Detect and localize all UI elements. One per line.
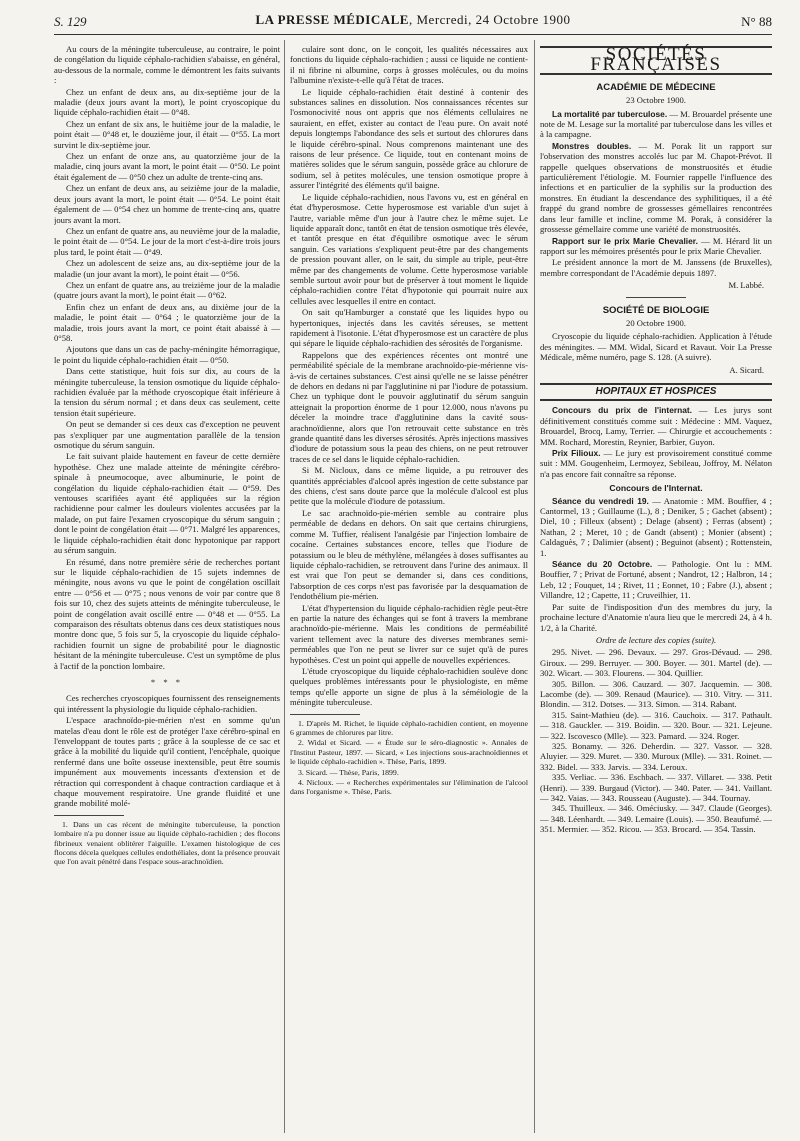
ordre-list (540, 647, 772, 834)
paragraph: Chez un enfant de onze ans, au quatorzième jour de la maladie, cinq jours avant la mort, le point était — 0°50. Le point était également de — 0°50 chez un adulte de trente-cinq ans. (54, 151, 280, 182)
paragraph: Dans cette statistique, huit fois sur dix, au cours de la méningite tuberculeuse, la tension osmotique du liquide céphalo-rachidien évaluée par la méthode cryoscopique était inférieure à la tension du sérum normal ; et dans deux cas seulement, cette tension était supérieure. (54, 366, 280, 418)
signature: M. Labbé. (728, 280, 764, 291)
column-middle (290, 44, 528, 1134)
column-left (54, 44, 280, 1134)
paragraph: Enfin chez un enfant de deux ans, au dixième jour de la maladie, le point était — 0°64 ; le quatorzième jour de la maladie, trois jours avant la mort, ce point était abaissé à — 0°58. (54, 301, 280, 343)
article-body-a (54, 44, 280, 671)
list-item: 345. Thuilleux. — 346. Oméciusky. — 347. Claude (Georges). — 348. Léenhardt. — 349. Lemaire (Louis). — 350. Beaufumé. — 351. Mermier. — 352. Ricou. — 353. Brocard. — 354. Tassin. (540, 803, 772, 835)
internat-title: Concours de l'Internat. (609, 483, 703, 494)
paragraph: Chez un enfant de six ans, le huitième jour de la maladie, le point était — 0°48 et, le douzième jour, il était — 0°55. La mort survint le dix-septième jour. (54, 118, 280, 150)
paragraph: culaire sont donc, on le conçoit, les qualités nécessaires aux fonctions du liquide céphalo-rachidien ; aussi ce liquide ne contient-il ni fibrine ni albumine, corps à grosses molécules, ou du moins l'albumine n'existe-t-elle qu'à l'état de traces. (290, 44, 528, 86)
lead-phrase: Concours du prix de l'internat. (552, 405, 692, 416)
paragraph: Chez un enfant de quatre ans, au neuvième jour de la maladie, le point était de — 0°54. Le jour de la mort c'est-à-dire trois jours plus tard, le point était — 0°49. (54, 225, 280, 257)
paragraph: L'espace arachnoïdo-pie-mérien n'est en somme qu'un matelas d'eau dont le rôle est de protéger l'axe cérébro-spinal en l'enveloppant de toutes parts ; grâce à la souplesse de ce sac et grâce à la mobilité du liquide qu'il contient, l'encéphale, quoique renfermé dans une boîte osseuse inextensible, peut être soumis impunément aux mouvements incessants d'extension et de rétraction qui correspondent à chaque contraction cardiaque et à chaque mouvement respiratoire. Une grande fluidité et une grande mobilité molé- (54, 715, 280, 809)
paragraph: L'étude cryoscopique du liquide céphalo-rachidien soulève donc quelques problèmes intéressants pour le physiologiste, en même temps qu'elle apporte un signe de plus à la séméiologie de la méningite tuberculeuse. (290, 665, 528, 708)
footnote: 2. Widal et Sicard. — « Étude sur le séro-diagnostic ». Annales de l'Institut Pasteur, 1897. — Sicard, « Les injections sous-arachnoïdiennes et le liquide céphalo-rachidien ». Thèse, Paris, 1899. (290, 738, 528, 767)
paragraph: Le liquide céphalo-rachidien, nous l'avons vu, est en général en état d'hyperosmose. Cette hyperosmose est variable d'un sujet à l'autre, variable même d'un jour à l'autre chez le même sujet. Le liquide apparaît donc, tantôt en état de tension osmotique très élevée, et tantôt presque en état d'équilibre osmotique avec le sérum sanguin. Ces variations s'expliquent peut-être par des changements de pression pouvant aller, on le sait, du simple au triple, peut-être même par des changements de volume. Cette hyperosmose variable semble surtout avoir pour but de préserver à tout moment le liquide céphalo-rachidien contre l'état d'hypotonie qui pourrait nuire aux cellules avec lesquelles il entre en contact. (290, 191, 528, 306)
paragraph: L'état d'hypertension du liquide céphalo-rachidien règle peut-être en partie la nature des échanges qui se font à travers la membrane arachnoïdo-pie-mérienne. Mais les conditions de perméabilité varient tellement avec la nature des diverses membranes semi-perméables que l'on ne peut se livrer sur ce sujet qu'à de pures hypothèses. C'est un point qui appelle de nouvelles expériences. (290, 602, 528, 665)
signature: A. Sicard. (729, 364, 764, 375)
column-divider-1 (284, 40, 285, 1133)
paragraph: Ajoutons que dans un cas de pachy-méningite hémorragique, le point du liquide céphalo-rachidien était — 0°50. (54, 344, 280, 365)
issue-number: N° 88 (741, 14, 772, 29)
issue-date: , Mercredi, 24 Octobre 1900 (408, 12, 571, 27)
paragraph: Le président annonce la mort de M. Janssens (de Bruxelles), membre correspondant de l'Académie depuis 1897. (540, 257, 772, 278)
footnote: 1. D'après M. Richet, le liquide céphalo-rachidien contient, en moyenne 6 grammes de chlorures par litre. (290, 718, 528, 737)
paragraph: Rapport sur le prix Marie Chevalier. — M. Hérard lit un rapport sur les mémoires présentés pour le prix Marie Chevalier. (540, 235, 772, 256)
paragraph: Ces recherches cryoscopiques fournissent des renseignements qui intéressent la physiologie du liquide céphalo-rachidien. (54, 693, 280, 714)
lead-phrase: La mortalité par tuberculose. (552, 108, 668, 119)
hopitaux-title: HOPITAUX ET HOSPICES (540, 383, 772, 401)
biologie-date: 20 Octobre 1900. (626, 317, 686, 328)
lead-phrase: Séance du vendredi 19. (552, 495, 649, 506)
lead-phrase: Séance du 20 Octobre. (552, 559, 653, 570)
paragraph: Le liquide céphalo-rachidien était destiné à contenir des substances salines en dissolution. Nos connaissances récentes sur l'osmonocivité nous ont appris que nos éléments cellulaires ne sauraient, en effet, exister au contact de l'eau pure. On avait noté depuis longtemps l'abondance des sels et surtout des chlorures dans le liquide cérébro-spinal. Nous comprenons maintenant une des raisons de leur présence. Ce liquide, tout en contenant moins de matières solides que le sérum sanguin, possède grâce au chlorure de sodium, sel à petites molécules, une tension osmotique propre à assurer l'intégrité des éléments qu'il baigne. (290, 86, 528, 191)
paragraph: Le sac arachnoïdo-pie-mérien semble au contraire plus perméable de dedans en dehors. On sait que certains chirurgiens, comme M. Tuffier, réalisent l'analgésie par l'injection lombaire de cocaïne. Certaines substances encore, telles que l'iodure de potassium ou le bleu de méthylène, mélangées à doses suffisantes au liquide céphalo-rachidien, se retrouvent dans l'urine des animaux. Il est vrai que l'on peut se demander si, dans ces conditions, l'absorption de ces corps n'est pas favorisée par la desquamation de l'endothélium pie-mérien. (290, 507, 528, 602)
academie-date: 23 Octobre 1900. (626, 95, 686, 106)
paragraph: Prix Filioux. — Le jury est provisoirement constitué comme suit : MM. Gougenheim, Lermoyez, Sebileau, Joffroy, M. Nélaton n'a pas encore fait connaître sa réponse. (540, 448, 772, 479)
lead-phrase: Rapport sur le prix Marie Chevalier. (552, 235, 698, 246)
paragraph: Au cours de la méningite tuberculeuse, au contraire, le point de congélation du liquide céphalo-rachidien s'abaisse, en général, au-dessous de la normale, comme le démontrent les faits suivants : (54, 44, 280, 86)
footnotes (290, 719, 528, 797)
paragraph: Chez un enfant de quatre ans, au treizième jour de la maladie (quatre jours avant la mort), le point était — 0°62. (54, 279, 280, 301)
footnote-rule (54, 815, 124, 816)
academie-title: ACADÉMIE DE MÉDECINE (596, 81, 716, 93)
list-item: 305. Billon. — 306. Cauzard. — 307. Jacquemin. — 308. Lacombe (de). — 309. Renaud (Maurice). — 310. Vitry. — 311. Blondin. — 312. Dotses. — 313. Simon. — 314. Rabant. (540, 678, 772, 710)
paragraph: La mortalité par tuberculose. — M. Brouardel présente une note de M. Lesage sur la mortalité par tuberculose dans les villes et à la campagne. (540, 108, 772, 140)
section-title: SOCIÉTÉS FRANÇAISES (540, 46, 772, 75)
lead-phrase: Prix Filioux. (552, 448, 601, 458)
column-right (540, 44, 772, 1134)
list-item: 325. Bonamy. — 326. Deherdin. — 327. Vassor. — 328. Aluyier. — 329. Muret. — 330. Muroux (Mlle). — 331. Roinet. — 332. Bidel. — 333. Jarvis. — 334. Leroux. (540, 740, 772, 772)
paragraph: Le fait suivant plaide hautement en faveur de cette dernière hypothèse. Chez une malade atteinte de méningite cérébro-spinale à pneumocoque, avec albuminurie, le point de congélation du liquide céphalo-rachidien était — 0°59. Des ventouses scarifiées ayant été appliquées sur la région rachidienne pour calmer les douleurs violentes accusées par la malade, on put faire l'examen cryoscopique du sérum sanguin ; dont le point de congélation était — 0°71. Malgré les apparences, le liquide céphalo-rachidien était donc hypotonique par rapport au sérum sanguin. (54, 451, 280, 556)
column-divider-2 (534, 40, 535, 1133)
ordre-title: Ordre de lecture des copies (suite). (595, 634, 717, 645)
paragraph: Chez un enfant de deux ans, au seizième jour de la maladie, deux jours avant la mort, le point était — 0°54. Le point était également de — 0°54 chez un homme de trente-cinq ans, quatre jours avant la mort. (54, 183, 280, 225)
paragraph: Si M. Nicloux, dans ce même liquide, a pu retrouver des quantités appréciables d'alcool après ingestion de cette substance par des chiens, c'est sans doute parce que la molécule d'alcool est plus petite que la molécule d'iodure de potassium. (290, 465, 528, 507)
footnote: 4. Nicloux. — « Recherches expérimentales sur l'élimination de l'alcool dans l'organisme ». Thèse, Paris. (290, 778, 528, 797)
paragraph: En résumé, dans notre première série de recherches portant sur le liquide céphalo-rachidien de 15 sujets indemnes de méningite, nous avons vu que le point de congélation oscillait entre — 0°56 et — 0°75 ; nous venons de voir par contre que 8 fois sur 10, chez des sujets atteints de méningite tuberculeuse, le point de congélation avait oscillé entre — 0°48 et — 0°55. La comparaison des résultats obtenus dans ces deux statistiques nous montre donc que, 5 fois sur 5, la cryoscopie du liquide céphalo-rachidien fournit un signe de probabilité pour le diagnostic hésitant de la méningite tuberculeuse. C'est un symptôme de plus à l'actif de la ponction lombaire. (54, 556, 280, 671)
journal-name: LA PRESSE MÉDICALE (255, 12, 409, 27)
paragraph: Séance du 20 Octobre. — Pathologie. Ont lu : MM. Bouffier, 7 ; Privat de Fortuné, absent ; Nandrot, 12 ; Halbron, 14 ; Leb, 12 ; Fouquet, 14 ; Rivet, 11 ; Eonnet, 10 ; Fabre (J.), absent ; Villandre, 12 ; Capette, 11 ; Cruveilhier, 11. (540, 559, 772, 601)
section-stars: * * * (150, 676, 184, 687)
header-rule (54, 34, 772, 35)
footnote: 1. Dans un cas récent de méningite tuberculeuse, la ponction lombaire n'a pu donner issue au liquide céphalo-rachidien ; des flocons fibrineux venaient oblitérer l'aiguille. L'examen histologique de ces flocons décela quelques cellules endothéliales, dont la présence prouvait que l'on avait pénétré dans l'espace sous-arachnoïdien. (54, 819, 280, 867)
biologie-title: SOCIÉTÉ DE BIOLOGIE (602, 304, 710, 316)
list-item: 315. Saint-Mathieu (de). — 316. Cauchoix. — 317. Pathault. — 318. Gauckler. — 319. Boidin. — 320. Bour. — 321. Lejeune. — 322. Iscovesco (Mlle). — 323. Pamard. — 324. Roger. (540, 709, 772, 741)
paragraph: Séance du vendredi 19. — Anatomie : MM. Bouffier, 4 ; Cantormel, 13 ; Guillaume (L.), 8 ; Deniker, 5 ; Gachet (absent) ; Diel, 10 ; Filleux (absent) ; Delage (absent) ; Ferras (absent) ; Nathan, 2 ; Meret, 10 ; de Gandt (absent) ; Monier (absent) ; Caldaguès, 7 ; Dalimier (absent) ; Beguinot (absent) ; Rottenstein, 1. (540, 495, 772, 558)
list-item: 295. Nivet. — 296. Devaux. — 297. Gros-Dévaud. — 298. Giroux. — 299. Berruyer. — 300. Boyer. — 301. Martel (de). — 302. Wicart. — 303. Flourens. — 304. Quillier. (540, 647, 772, 679)
paragraph: Cryoscopie du liquide céphalo-rachidien. Application à l'étude des méningites. — MM. Widal, Sicard et Ravaut. Voir La Presse Médicale, même numéro, page S. 128. (A suivre). (540, 331, 772, 363)
footnotes (54, 820, 280, 867)
journal-title (54, 12, 772, 28)
masthead (54, 12, 772, 32)
paragraph: Chez un enfant de deux ans, au dix-septième jour de la maladie (deux jours avant la mort), le point cryoscopique du liquide céphalo-rachidien était — 0°48. (54, 86, 280, 118)
paragraph: Par suite de l'indisposition d'un des membres du jury, la prochaine lecture d'Anatomie n'aura lieu que le mercredi 24, à 4 h. 1/2, à la Charité. (540, 601, 772, 633)
list-item: 335. Verliac. — 336. Eschbach. — 337. Villaret. — 338. Petit (Henri). — 339. Burgaud (Victor). — 340. Pater. — 341. Vaillant. — 342. Vaias. — 343. Rousseau (Auguste). — 344. Tournay. (540, 772, 772, 803)
page-number: S. 129 (54, 14, 87, 29)
paragraph: Chez un adolescent de seize ans, au dix-septième jour de la maladie (un jour avant la mort), le point était — 0°56. (54, 258, 280, 279)
paragraph: Concours du prix de l'internat. — Les jurys sont définitivement constitués comme suit : Médecine : MM. Vaquez, Brouardel, Brocq, Lamy, Terrier. — Chirurgie et accouchements : MM. Rochard, Morestin, Reynier, Barbier, Guyon. (540, 405, 772, 447)
lead-phrase: Monstres doubles. (552, 140, 632, 151)
paragraph: On peut se demander si ces deux cas d'exception ne peuvent pas s'expliquer par une augmentation parallèle de la tension osmotique du sérum sanguin. (54, 419, 280, 451)
paragraph: Monstres doubles. — M. Porak lit un rapport sur l'observation des monstres accolés luc par M. Chapot-Prévot. Il rappelle quelques observations de monstruosités et étudie particulièrement l'étiologie. M. Fournier rappelle l'influence des infections et en particulier de la syphilis sur la production des monstres. En étudiant la descendance des syphilitiques, il a été frappé du grand nombre de grossesses gémellaires rencontrées dans leur famille et incline, comme M. Porak, à considérer la grossesse gémellaire comme une variété de monstruosités. (540, 140, 772, 235)
paragraph: On sait qu'Hamburger a constaté que les liquides hypo ou hypertoniques, injectés dans les cavités séreuses, se mettent rapidement à l'isotonie. L'état d'hyperosmose est un caractère de plus qui sépare le liquide céphalo-rachidien des sérosités de l'organisme. (290, 307, 528, 349)
footnote-rule (290, 714, 360, 715)
footnote: 3. Sicard. — Thèse, Paris, 1899. (298, 767, 399, 777)
divider (626, 297, 686, 298)
paragraph: Rappelons que des expériences récentes ont montré une perméabilité spéciale de la membrane arachnoïdo-pie-mérienne vis-à-vis de certaines substances. C'est ainsi qu'elle ne se laisse pénétrer de dehors en dedans ni par l'agglutinine ni par l'iodure de potassium. Chez un typhique dont le pouvoir agglutinatif du sérum sanguin atteignait la proportion énorme de 1 pour 12.000, nous n'avons pu déceler la moindre trace d'agglutinine dans la cavité sous-arachnoïdienne, alors que l'on retrouvait cette substance en très grande quantité dans les diverses sérosités. Après injections massives d'iodure de potassium sous la peau des chiens, on ne peut retrouver traces de ce sel dans le liquide céphalo-rachidien. (290, 349, 528, 464)
